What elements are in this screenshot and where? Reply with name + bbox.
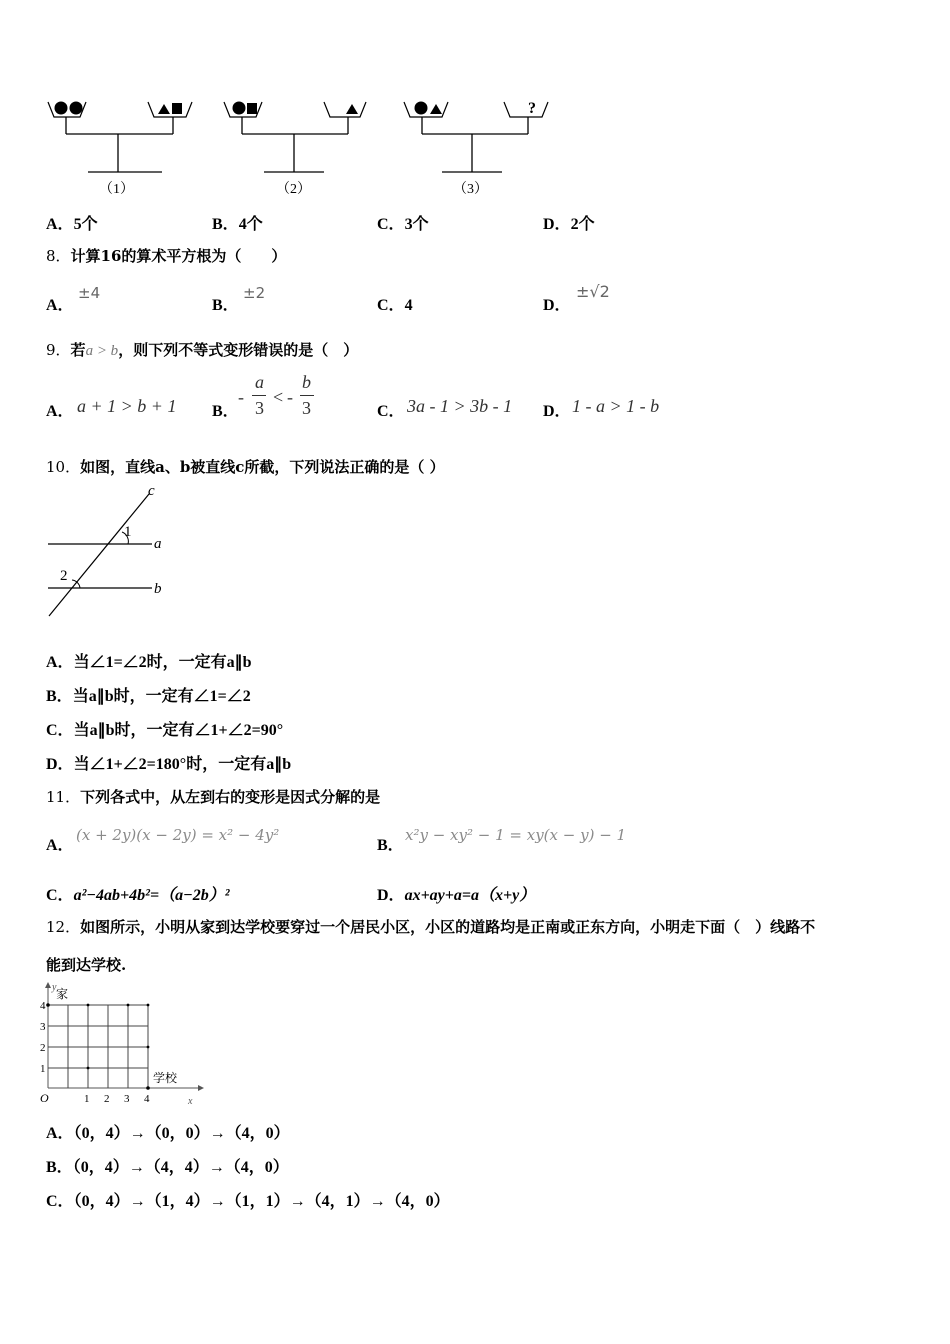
balance-figure	[40, 92, 570, 202]
square-shape	[172, 103, 182, 114]
q9-option-d-label: D．	[543, 403, 571, 420]
numerator-a: a	[255, 372, 264, 392]
option-text: 当a∥b时，一定有∠1+∠2=90°	[73, 722, 284, 739]
q9-option-c-text: 3a - 1 > 3b - 1	[407, 396, 513, 416]
label-a: a	[154, 536, 162, 552]
home-point	[46, 1003, 50, 1007]
option-label: D．	[46, 756, 74, 773]
circle-shape	[415, 102, 428, 115]
q7-option-b	[212, 211, 263, 234]
option-label: C．	[377, 297, 405, 314]
q10-stem	[46, 456, 445, 477]
q8-option-d-text: ±√2	[576, 282, 610, 301]
y-tick: 3	[40, 1021, 46, 1033]
option-label: B．	[46, 1159, 73, 1176]
parallel-lines-figure	[40, 480, 180, 620]
q8-option-a-label: A．	[46, 297, 74, 314]
grid-map-figure	[40, 980, 210, 1108]
less-than-sign: <	[273, 387, 284, 407]
question-number: 12．	[46, 918, 81, 936]
option-text: 2个	[570, 216, 595, 233]
triangle-shape	[158, 104, 170, 114]
y-tick: 4	[40, 1000, 46, 1012]
question-number: 10．	[46, 458, 81, 476]
option-label: C．	[46, 887, 74, 904]
fraction-bar	[300, 395, 314, 396]
label-angle-2: 2	[60, 568, 68, 584]
label-c: c	[148, 483, 155, 499]
road-grid	[48, 1005, 148, 1088]
q11-option-b-text: x²y − xy² − 1 = xy(x − y) − 1	[405, 826, 627, 844]
square-shape	[247, 103, 257, 114]
option-text: 当∠1=∠2时，一定有a∥b	[73, 654, 252, 671]
q10-option-d	[46, 751, 291, 774]
q9-option-b-label: B．	[212, 403, 239, 420]
q11-option-d	[377, 882, 535, 905]
condition-math: a > b	[85, 343, 119, 359]
question-text: 若	[70, 341, 86, 359]
q7-option-a	[46, 211, 98, 234]
q12-option-c	[46, 1188, 450, 1211]
q8-option-b-text: ±2	[243, 284, 266, 302]
option-label: B．	[46, 688, 73, 705]
question-text: 计算16的算术平方根为（ ）	[70, 247, 287, 265]
question-text: 下列各式中，从左到右的变形是因式分解的是	[80, 788, 381, 806]
q11-stem	[46, 786, 380, 807]
q8-option-a-text: ±4	[78, 284, 101, 302]
option-text: 4	[404, 297, 413, 314]
fraction-bar	[252, 395, 266, 396]
question-number: 8．	[46, 247, 71, 265]
option-label: A．	[46, 654, 74, 671]
option-text: 4个	[238, 216, 263, 233]
numerator-b: b	[302, 372, 311, 392]
q9-stem	[46, 339, 358, 360]
option-text: （0，4）→（0，0）→（4，0）	[73, 1125, 290, 1142]
caption-2: （2）	[276, 182, 311, 197]
school-point	[146, 1086, 150, 1090]
school-label: 学校	[153, 1071, 178, 1085]
q7-option-d	[543, 211, 595, 234]
q8-option-d-label: D．	[543, 297, 571, 314]
balance-3	[404, 100, 548, 197]
x-tick: 2	[104, 1093, 110, 1105]
denominator: 3	[255, 398, 264, 418]
caption-1: （1）	[99, 182, 134, 197]
question-text: ，则下列不等式变形错误的是（ ）	[118, 341, 359, 359]
origin-label: O	[40, 1091, 49, 1105]
option-label: C．	[46, 722, 74, 739]
question-mark: ?	[528, 100, 536, 117]
x-tick: 4	[144, 1093, 150, 1105]
option-text: a²−4ab+4b²=（a−2b）²	[73, 887, 230, 904]
question-text: 如图，直线a、b被直线c所截，下列说法正确的是（ ）	[80, 458, 445, 476]
q10-option-b	[46, 683, 251, 706]
triangle-shape	[346, 104, 358, 114]
option-text: ax+ay+a=a（x+y）	[404, 887, 536, 904]
q11-option-c	[46, 882, 230, 905]
option-label: A．	[46, 1125, 74, 1142]
circle-shape	[70, 102, 83, 115]
y-tick: 2	[40, 1042, 46, 1054]
q9-option-c-label: C．	[377, 403, 405, 420]
option-text: 3个	[404, 216, 429, 233]
triangle-shape	[430, 104, 442, 114]
option-text: 当a∥b时，一定有∠1=∠2	[72, 688, 251, 705]
line-c	[49, 494, 149, 616]
question-text: 如图所示，小明从家到达学校要穿过一个居民小区，小区的道路均是正南或正东方向，小明走下面（ ）线路不	[80, 918, 816, 936]
option-label: D．	[543, 216, 571, 233]
circle-shape	[233, 102, 246, 115]
home-label: 家	[56, 987, 69, 1001]
option-label: C．	[377, 216, 405, 233]
q8-option-b-label: B．	[212, 297, 239, 314]
question-number: 11．	[46, 788, 81, 806]
q11-option-a-label: A．	[46, 837, 74, 854]
caption-3: （3）	[453, 182, 488, 197]
x-tick: 3	[124, 1093, 130, 1105]
option-text: （0，4）→（1，4）→（1，1）→（4，1）→（4，0）	[73, 1193, 450, 1210]
option-text: 5个	[73, 216, 98, 233]
q12-stem-line-1	[46, 916, 916, 937]
minus-sign: -	[238, 387, 244, 407]
q7-option-c	[377, 211, 429, 234]
option-text: 当∠1+∠2=180°时，一定有a∥b	[73, 756, 292, 773]
label-b: b	[154, 581, 162, 597]
question-number: 9．	[46, 341, 71, 359]
q10-option-a	[46, 649, 252, 672]
q8-option-c	[377, 292, 413, 315]
q12-option-b	[46, 1154, 289, 1177]
q11-option-b-label: B．	[377, 837, 404, 854]
denominator: 3	[302, 398, 311, 418]
option-label: A．	[46, 216, 74, 233]
x-axis-label: x	[188, 1096, 193, 1107]
x-tick: 1	[84, 1093, 90, 1105]
option-label: D．	[377, 887, 405, 904]
q9-option-a-label: A．	[46, 403, 74, 420]
option-label: B．	[212, 216, 239, 233]
balance-2	[224, 102, 366, 198]
option-text: （0，4）→（4，4）→（4，0）	[72, 1159, 289, 1176]
q10-option-c	[46, 717, 283, 740]
y-tick: 1	[40, 1063, 46, 1075]
q11-option-a-text: (x + 2y)(x − 2y) = x² − 4y²	[76, 826, 280, 844]
balance-1	[48, 102, 192, 198]
q9-option-b-fraction	[238, 372, 328, 420]
minus-sign: -	[287, 387, 293, 407]
q12-stem-line-2: 能到达学校.	[46, 956, 127, 974]
q9-option-a-text: a + 1 > b + 1	[77, 396, 177, 416]
q9-option-d-text: 1 - a > 1 - b	[572, 396, 660, 416]
q8-stem	[46, 245, 286, 266]
q12-option-a	[46, 1120, 290, 1143]
circle-shape	[55, 102, 68, 115]
y-axis-label: y	[52, 982, 57, 993]
label-angle-1: 1	[124, 524, 132, 540]
option-label: C．	[46, 1193, 74, 1210]
